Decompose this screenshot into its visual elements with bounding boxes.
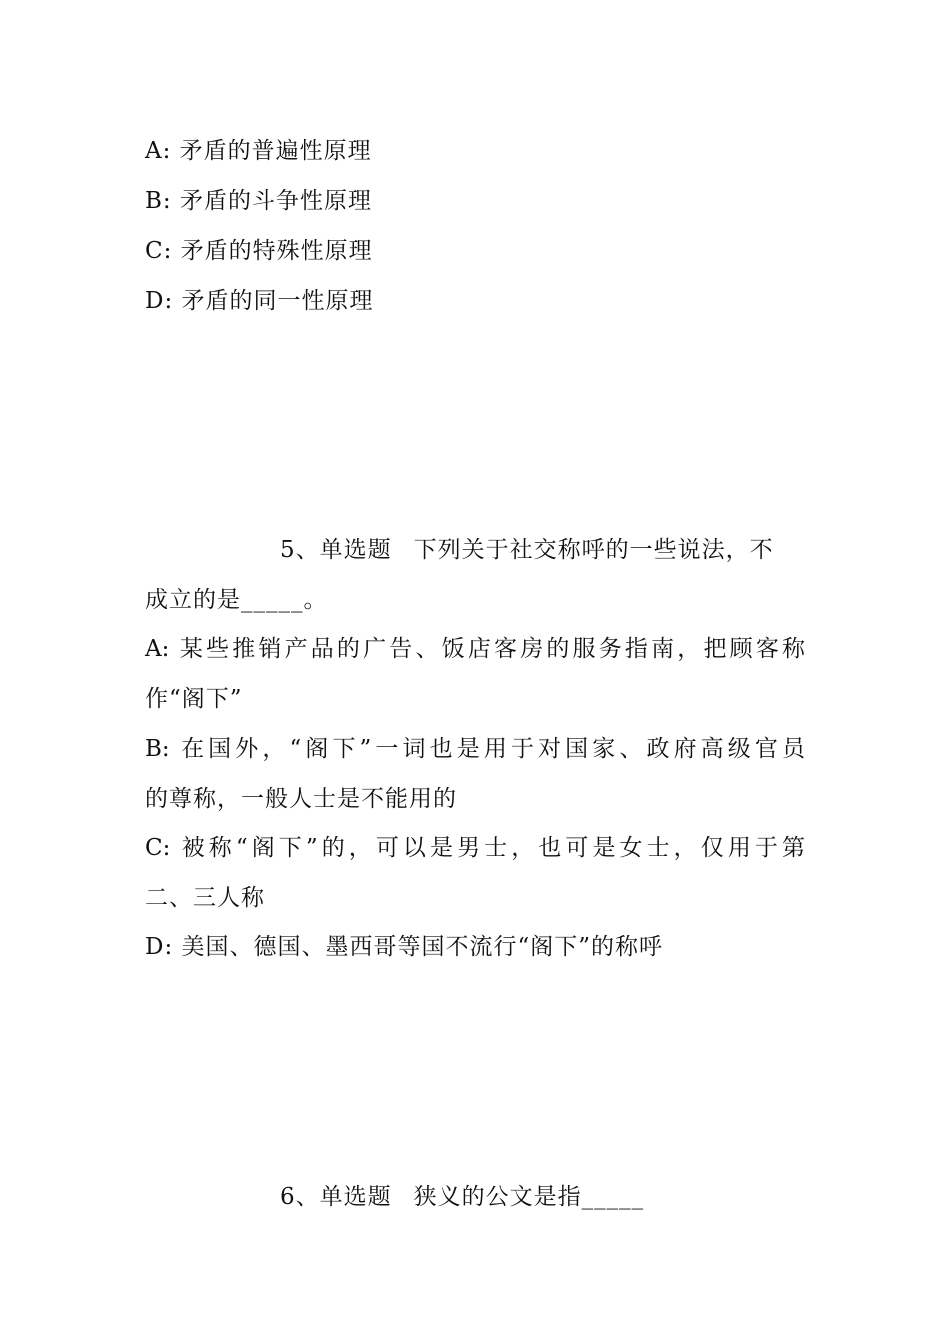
q5-option-a-line2: 作“阁下” — [145, 686, 243, 712]
q4-option-b: B: 矛盾的斗争性原理 — [145, 188, 372, 214]
q5-stem-text: 下列关于社交称呼的一些说法，不 — [413, 537, 774, 563]
q5-option-c-line2: 二、三人称 — [145, 885, 265, 911]
q5-stem-line2: 成立的是_____。 — [145, 587, 328, 613]
q5-option-a-line1: A: 某些推销产品的广告、饭店客房的服务指南，把顾客称 — [145, 636, 805, 662]
q6-number: 6、单选题 — [280, 1184, 392, 1210]
q6-stem-line1 — [280, 1182, 644, 1212]
q5-option-d-line1: D: 美国、德国、墨西哥等国不流行“阁下”的称呼 — [145, 934, 664, 960]
q5-option-b-line2: 的尊称，一般人士是不能用的 — [145, 786, 457, 812]
q4-option-d: D: 矛盾的同一性原理 — [145, 288, 374, 314]
q5-stem-line1 — [280, 535, 774, 565]
q4-option-c: C: 矛盾的特殊性原理 — [145, 238, 373, 264]
q6-stem-text: 狭义的公文是指_____ — [413, 1184, 645, 1210]
q5-number: 5、单选题 — [280, 537, 392, 563]
q5-option-c-line1: C: 被称“阁下”的，可以是男士，也可是女士，仅用于第 — [145, 835, 805, 861]
q4-option-a: A: 矛盾的普遍性原理 — [145, 138, 372, 164]
q5-option-b-line1: B: 在国外，“阁下”一词也是用于对国家、政府高级官员 — [145, 736, 805, 762]
